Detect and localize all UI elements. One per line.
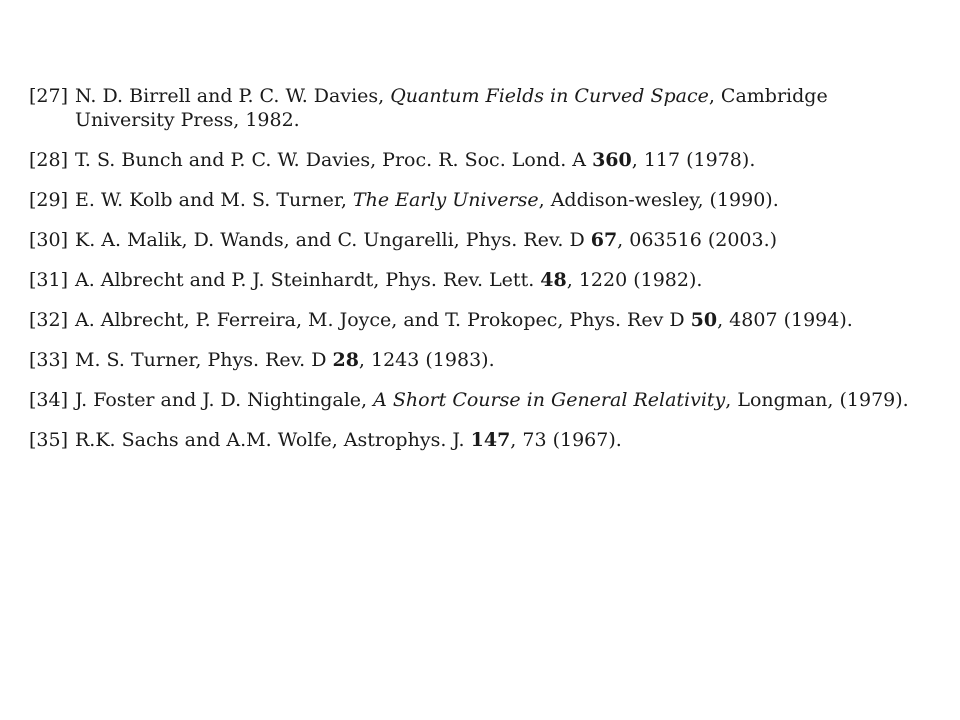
reference-volume: 67 bbox=[590, 229, 618, 251]
reference-31 bbox=[29, 268, 929, 292]
reference-text bbox=[75, 428, 929, 452]
reference-title: A Short Course in General Relativity bbox=[373, 389, 726, 411]
reference-34 bbox=[29, 388, 929, 412]
reference-number: [33] bbox=[29, 349, 69, 371]
reference-authors: E. W. Kolb and M. S. Turner, bbox=[75, 189, 353, 211]
reference-number: [35] bbox=[29, 429, 69, 451]
reference-citation: R.K. Sachs and A.M. Wolfe, Astrophys. J. bbox=[75, 429, 471, 451]
reference-text bbox=[75, 228, 929, 252]
reference-number: [31] bbox=[29, 269, 69, 291]
reference-authors: N. D. Birrell and P. C. W. Davies, bbox=[75, 85, 391, 107]
reference-volume: 50 bbox=[690, 309, 718, 331]
reference-text bbox=[75, 348, 929, 372]
reference-pages-year: , 73 (1967). bbox=[510, 429, 622, 451]
reference-number: [34] bbox=[29, 389, 69, 411]
reference-citation: A. Albrecht, P. Ferreira, M. Joyce, and T. Prokopec, Phys. Rev D bbox=[75, 309, 691, 331]
reference-27 bbox=[29, 84, 929, 132]
reference-volume: 147 bbox=[470, 429, 511, 451]
reference-text bbox=[75, 84, 929, 132]
reference-citation: M. S. Turner, Phys. Rev. D bbox=[75, 349, 333, 371]
reference-number: [32] bbox=[29, 309, 69, 331]
reference-publisher: , Cambridge University Press, 1982. bbox=[75, 85, 828, 131]
reference-pages-year: , 4807 (1994). bbox=[717, 309, 853, 331]
reference-text bbox=[75, 268, 929, 292]
reference-citation: K. A. Malik, D. Wands, and C. Ungarelli, Phys. Rev. D bbox=[75, 229, 591, 251]
reference-pages-year: , 1243 (1983). bbox=[358, 349, 495, 371]
reference-33 bbox=[29, 348, 929, 372]
reference-text bbox=[75, 308, 929, 332]
reference-citation: T. S. Bunch and P. C. W. Davies, Proc. R. Soc. Lond. A bbox=[75, 149, 593, 171]
reference-30 bbox=[29, 228, 929, 252]
reference-pages-year: , 1220 (1982). bbox=[566, 269, 703, 291]
reference-number: [29] bbox=[29, 189, 69, 211]
reference-pages-year: , 117 (1978). bbox=[631, 149, 756, 171]
reference-citation: A. Albrecht and P. J. Steinhardt, Phys. Rev. Lett. bbox=[75, 269, 541, 291]
reference-pages-year: , 063516 (2003.) bbox=[617, 229, 778, 251]
reference-list bbox=[29, 84, 929, 468]
reference-text bbox=[75, 148, 929, 172]
reference-number: [28] bbox=[29, 149, 69, 171]
reference-number: [27] bbox=[29, 85, 69, 107]
reference-publisher: , Addison-wesley, (1990). bbox=[538, 189, 779, 211]
reference-title: Quantum Fields in Curved Space bbox=[390, 85, 709, 107]
reference-publisher: , Longman, (1979). bbox=[725, 389, 909, 411]
reference-text bbox=[75, 388, 929, 412]
reference-volume: 360 bbox=[592, 149, 632, 171]
reference-32 bbox=[29, 308, 929, 332]
reference-volume: 28 bbox=[332, 349, 359, 371]
reference-title: The Early Universe bbox=[352, 189, 539, 211]
reference-28 bbox=[29, 148, 929, 172]
reference-number: [30] bbox=[29, 229, 69, 251]
reference-authors: J. Foster and J. D. Nightingale, bbox=[75, 389, 374, 411]
reference-text bbox=[75, 188, 929, 212]
reference-29 bbox=[29, 188, 929, 212]
reference-volume: 48 bbox=[540, 269, 567, 291]
reference-35 bbox=[29, 428, 929, 452]
